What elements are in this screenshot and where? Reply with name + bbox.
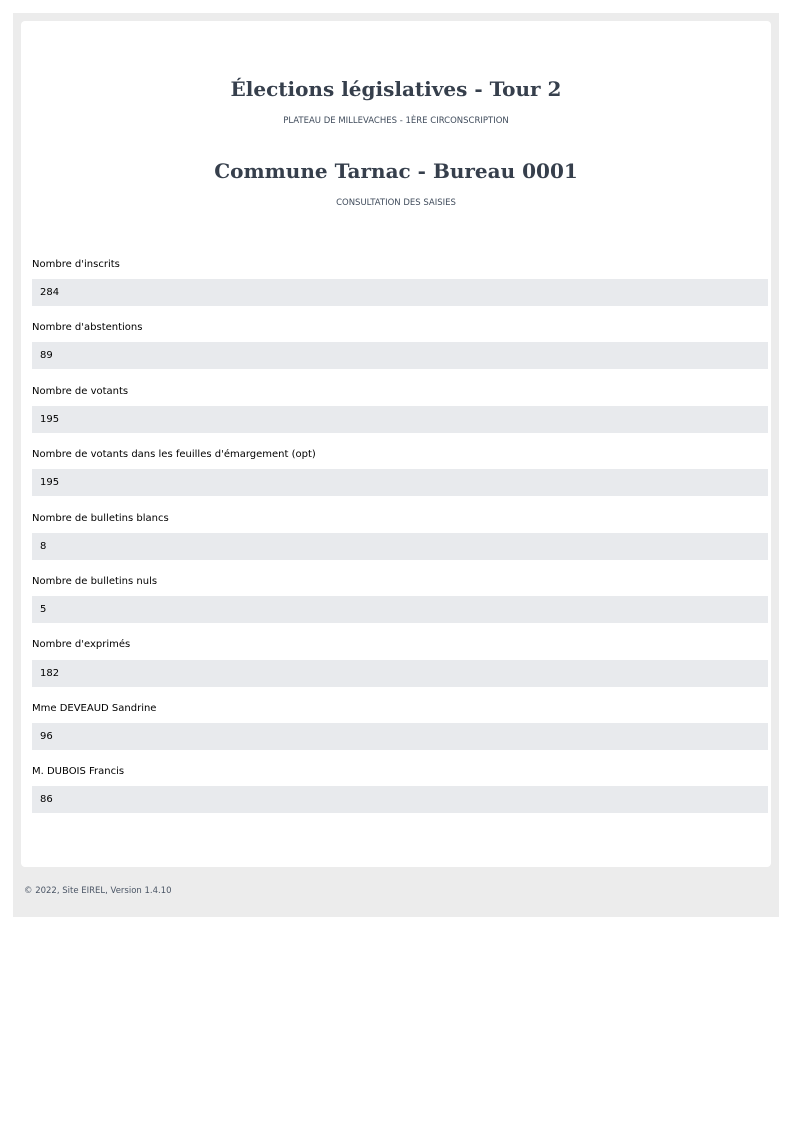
field-value: 284 — [32, 279, 768, 306]
field-value: 96 — [32, 723, 768, 750]
field-value: 89 — [32, 342, 768, 369]
field-label: Nombre de bulletins blancs — [32, 513, 169, 524]
page-frame — [13, 13, 779, 917]
field-value: 86 — [32, 786, 768, 813]
field-label: Nombre de bulletins nuls — [32, 576, 158, 587]
bureau-title: Commune Tarnac - Bureau 0001 — [214, 159, 578, 183]
mode-subtitle: CONSULTATION DES SAISIES — [336, 198, 456, 208]
field-value: 182 — [32, 660, 768, 687]
field-label: Nombre de votants dans les feuilles d'émargement (opt) — [32, 449, 316, 460]
election-title: Élections législatives - Tour 2 — [230, 77, 562, 101]
field-value: 195 — [32, 469, 768, 496]
consultation-card — [21, 21, 771, 867]
field-label: Nombre d'abstentions — [32, 322, 143, 333]
footer-copyright: © 2022, Site EIREL, Version 1.4.10 — [24, 886, 172, 896]
circonscription-subtitle: PLATEAU DE MILLEVACHES - 1ÈRE CIRCONSCRIPTION — [283, 116, 509, 126]
field-label: Nombre de votants — [32, 386, 129, 397]
field-value: 5 — [32, 596, 768, 623]
field-value: 8 — [32, 533, 768, 560]
field-label: M. DUBOIS Francis — [32, 766, 125, 777]
field-value: 195 — [32, 406, 768, 433]
field-label: Nombre d'inscrits — [32, 259, 120, 270]
field-label: Mme DEVEAUD Sandrine — [32, 703, 157, 714]
field-label: Nombre d'exprimés — [32, 639, 131, 650]
